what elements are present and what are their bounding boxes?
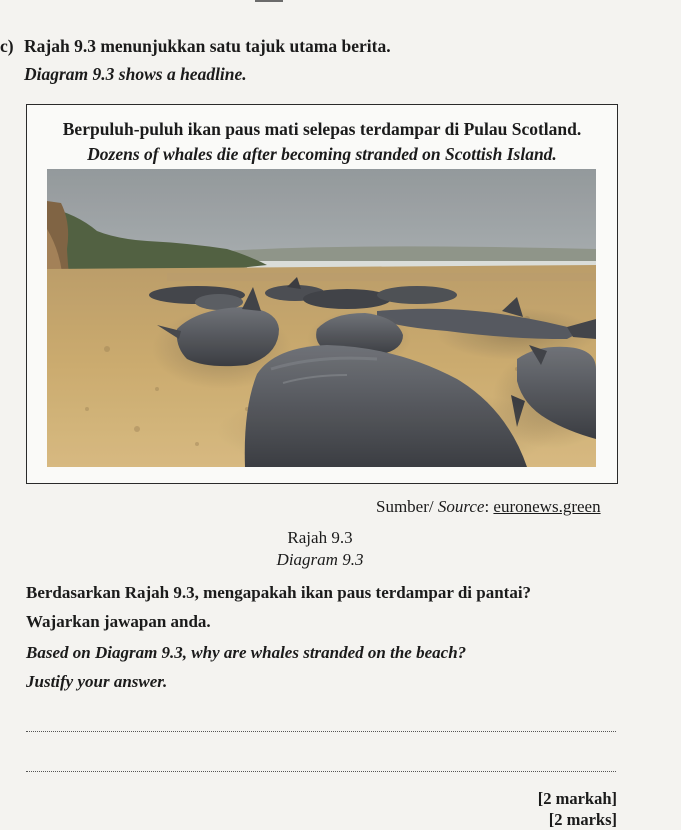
question-number: c) — [0, 36, 14, 56]
headline-en: Dozens of whales die after becoming stranded on Scottish Island. — [87, 144, 557, 164]
stranded-whales-photo — [47, 169, 596, 467]
beach-whales-illustration — [47, 169, 596, 467]
marks-en-text: [2 marks] — [548, 810, 617, 829]
question-text-en: Diagram 9.3 shows a headline. — [24, 64, 247, 84]
prompt-line2-ms: Wajarkan jawapan anda. — [26, 612, 211, 631]
answer-line-2[interactable] — [26, 771, 616, 772]
diagram-box — [26, 104, 618, 484]
answer-line-1[interactable] — [26, 731, 616, 732]
question-text-ms — [0, 36, 391, 57]
marks-ms — [538, 789, 617, 809]
prompt-line2-en: Justify your answer. — [26, 672, 168, 691]
source-colon: : — [484, 497, 490, 516]
source-label-ms: Sumber/ — [376, 497, 434, 516]
source-credit — [376, 497, 601, 517]
headline-ms: Berpuluh-puluh ikan paus mati selepas terdampar di Pulau Scotland. — [62, 119, 582, 139]
source-label-en: Source — [437, 497, 485, 516]
prompt-line1-ms: Berdasarkan Rajah 9.3, mengapakah ikan paus terdampar di pantai? — [26, 583, 532, 602]
prompt-line1-en: Based on Diagram 9.3, why are whales stranded on the beach? — [26, 643, 467, 662]
source-link[interactable]: euronews.green — [493, 497, 601, 516]
question-text-ms-body: Rajah 9.3 menunjukkan satu tajuk utama berita. — [24, 36, 391, 56]
page-top-mark — [255, 0, 283, 6]
diagram-caption-ms: Rajah 9.3 — [287, 528, 353, 547]
marks-en — [549, 810, 617, 830]
marks-ms-text: [2 markah] — [537, 789, 617, 808]
diagram-caption-en: Diagram 9.3 — [276, 550, 364, 569]
